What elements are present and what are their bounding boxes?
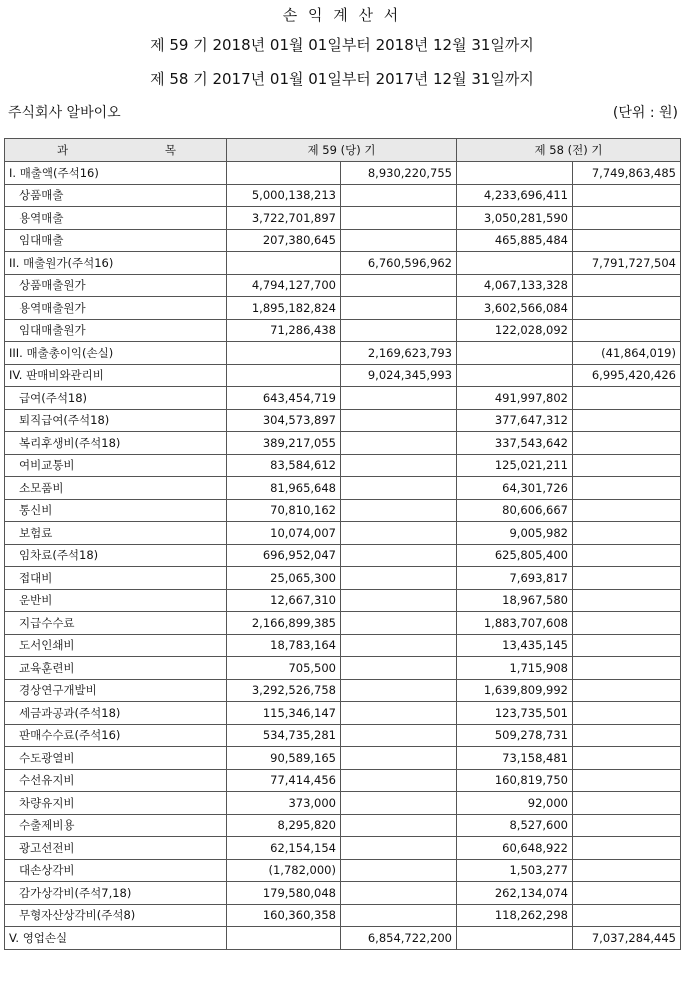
current-detail-amount: 115,346,147: [227, 702, 341, 725]
account-label: 용역매출원가: [5, 297, 227, 320]
current-detail-amount: 373,000: [227, 792, 341, 815]
prior-detail-amount: 509,278,731: [457, 724, 573, 747]
prior-total-amount: [573, 184, 681, 207]
account-label: 임대매출원가: [5, 319, 227, 342]
prior-detail-amount: 1,715,908: [457, 657, 573, 680]
account-label: 차량유지비: [5, 792, 227, 815]
current-total-amount: [341, 454, 457, 477]
current-detail-amount: 77,414,456: [227, 769, 341, 792]
account-label: III. 매출총이익(손실): [5, 342, 227, 365]
prior-detail-amount: 92,000: [457, 792, 573, 815]
prior-detail-amount: 125,021,211: [457, 454, 573, 477]
table-row: [5, 499, 681, 522]
current-detail-amount: 4,794,127,700: [227, 274, 341, 297]
current-detail-amount: 18,783,164: [227, 634, 341, 657]
account-label: 상품매출: [5, 184, 227, 207]
prior-total-amount: [573, 792, 681, 815]
prior-detail-amount: 8,527,600: [457, 814, 573, 837]
current-detail-amount: 70,810,162: [227, 499, 341, 522]
current-total-amount: [341, 274, 457, 297]
period-prior: 제 58 기 2017년 01월 01일부터 2017년 12월 31일까지: [150, 70, 534, 88]
prior-total-amount: [573, 297, 681, 320]
account-label: 여비교통비: [5, 454, 227, 477]
current-detail-amount: [227, 342, 341, 365]
table-row: [5, 702, 681, 725]
account-label: 무형자산상각비(주석8): [5, 904, 227, 927]
prior-total-amount: [573, 702, 681, 725]
account-label: 수출제비용: [5, 814, 227, 837]
current-detail-amount: 1,895,182,824: [227, 297, 341, 320]
prior-total-amount: [573, 477, 681, 500]
prior-detail-amount: [457, 252, 573, 275]
prior-total-amount: [573, 544, 681, 567]
table-row: [5, 229, 681, 252]
prior-total-amount: [573, 522, 681, 545]
table-row: [5, 814, 681, 837]
current-total-amount: [341, 477, 457, 500]
prior-total-amount: [573, 612, 681, 635]
account-label: 수도광열비: [5, 747, 227, 770]
account-label: 수선유지비: [5, 769, 227, 792]
current-total-amount: [341, 724, 457, 747]
prior-total-amount: [573, 859, 681, 882]
current-detail-amount: 83,584,612: [227, 454, 341, 477]
prior-total-amount: [573, 679, 681, 702]
prior-total-amount: [573, 747, 681, 770]
current-detail-amount: 5,000,138,213: [227, 184, 341, 207]
account-label: 접대비: [5, 567, 227, 590]
period-current: 제 59 기 2018년 01월 01일부터 2018년 12월 31일까지: [150, 36, 534, 54]
current-detail-amount: 8,295,820: [227, 814, 341, 837]
prior-detail-amount: 80,606,667: [457, 499, 573, 522]
current-detail-amount: 71,286,438: [227, 319, 341, 342]
account-label: 도서인쇄비: [5, 634, 227, 657]
unit-label: (단위 : 원): [612, 105, 678, 121]
table-body: [5, 162, 681, 950]
prior-total-amount: [573, 274, 681, 297]
header-prior-period: 제 58 (전) 기: [457, 139, 681, 162]
table-row: [5, 207, 681, 230]
current-detail-amount: 179,580,048: [227, 882, 341, 905]
prior-detail-amount: 1,639,809,992: [457, 679, 573, 702]
current-total-amount: [341, 837, 457, 860]
prior-total-amount: [573, 387, 681, 410]
table-row: [5, 274, 681, 297]
current-total-amount: [341, 904, 457, 927]
prior-total-amount: [573, 769, 681, 792]
prior-detail-amount: 118,262,298: [457, 904, 573, 927]
current-total-amount: [341, 657, 457, 680]
current-total-amount: [341, 792, 457, 815]
current-total-amount: 9,024,345,993: [341, 364, 457, 387]
table-row: [5, 837, 681, 860]
current-total-amount: [341, 882, 457, 905]
account-label: 퇴직급여(주석18): [5, 409, 227, 432]
account-label: II. 매출원가(주석16): [5, 252, 227, 275]
table-row: [5, 567, 681, 590]
prior-total-amount: [573, 207, 681, 230]
current-detail-amount: 2,166,899,385: [227, 612, 341, 635]
account-label: IV. 판매비와관리비: [5, 364, 227, 387]
current-total-amount: 2,169,623,793: [341, 342, 457, 365]
table-row: [5, 859, 681, 882]
prior-detail-amount: [457, 364, 573, 387]
current-detail-amount: 81,965,648: [227, 477, 341, 500]
prior-detail-amount: 1,883,707,608: [457, 612, 573, 635]
current-detail-amount: 389,217,055: [227, 432, 341, 455]
company-name: 주식회사 알바이오: [8, 105, 121, 121]
account-label: 상품매출원가: [5, 274, 227, 297]
table-row: [5, 432, 681, 455]
prior-detail-amount: 625,805,400: [457, 544, 573, 567]
table-row: [5, 792, 681, 815]
account-label: 감가상각비(주석7,18): [5, 882, 227, 905]
prior-total-amount: [573, 589, 681, 612]
prior-total-amount: [573, 724, 681, 747]
prior-detail-amount: 18,967,580: [457, 589, 573, 612]
account-label: 세금과공과(주석18): [5, 702, 227, 725]
account-label: 광고선전비: [5, 837, 227, 860]
prior-total-amount: (41,864,019): [573, 342, 681, 365]
prior-detail-amount: 60,648,922: [457, 837, 573, 860]
current-detail-amount: 3,292,526,758: [227, 679, 341, 702]
account-label: 운반비: [5, 589, 227, 612]
prior-detail-amount: 3,050,281,590: [457, 207, 573, 230]
current-detail-amount: 696,952,047: [227, 544, 341, 567]
current-detail-amount: (1,782,000): [227, 859, 341, 882]
account-label: 소모품비: [5, 477, 227, 500]
prior-detail-amount: 9,005,982: [457, 522, 573, 545]
table-row: [5, 882, 681, 905]
table-row: [5, 679, 681, 702]
current-total-amount: [341, 319, 457, 342]
prior-detail-amount: 7,693,817: [457, 567, 573, 590]
current-total-amount: [341, 859, 457, 882]
prior-total-amount: [573, 634, 681, 657]
prior-detail-amount: 4,233,696,411: [457, 184, 573, 207]
header-account-right: 목: [164, 143, 176, 157]
prior-total-amount: [573, 657, 681, 680]
table-row: [5, 387, 681, 410]
prior-total-amount: [573, 454, 681, 477]
table-row: [5, 162, 681, 185]
prior-detail-amount: 160,819,750: [457, 769, 573, 792]
prior-detail-amount: 13,435,145: [457, 634, 573, 657]
header-current-period: 제 59 (당) 기: [227, 139, 457, 162]
prior-total-amount: [573, 814, 681, 837]
prior-detail-amount: 262,134,074: [457, 882, 573, 905]
current-total-amount: 6,854,722,200: [341, 927, 457, 950]
table-row: [5, 454, 681, 477]
current-total-amount: [341, 522, 457, 545]
account-label: 대손상각비: [5, 859, 227, 882]
current-total-amount: 8,930,220,755: [341, 162, 457, 185]
prior-total-amount: [573, 567, 681, 590]
current-detail-amount: 534,735,281: [227, 724, 341, 747]
current-total-amount: [341, 589, 457, 612]
account-label: 통신비: [5, 499, 227, 522]
statement-title: 손 익 계 산 서: [282, 6, 402, 24]
prior-detail-amount: 122,028,092: [457, 319, 573, 342]
current-total-amount: [341, 409, 457, 432]
prior-total-amount: [573, 882, 681, 905]
prior-total-amount: 7,749,863,485: [573, 162, 681, 185]
prior-total-amount: [573, 229, 681, 252]
current-total-amount: [341, 702, 457, 725]
account-label: 용역매출: [5, 207, 227, 230]
prior-total-amount: 7,791,727,504: [573, 252, 681, 275]
current-total-amount: [341, 184, 457, 207]
current-total-amount: [341, 612, 457, 635]
current-detail-amount: 25,065,300: [227, 567, 341, 590]
table-row: [5, 319, 681, 342]
table-row: [5, 589, 681, 612]
current-detail-amount: [227, 927, 341, 950]
income-statement-table: [4, 138, 681, 950]
table-row: [5, 927, 681, 950]
current-detail-amount: [227, 364, 341, 387]
prior-total-amount: [573, 904, 681, 927]
prior-detail-amount: [457, 927, 573, 950]
current-detail-amount: 643,454,719: [227, 387, 341, 410]
current-detail-amount: 304,573,897: [227, 409, 341, 432]
table-row: [5, 297, 681, 320]
prior-detail-amount: 64,301,726: [457, 477, 573, 500]
table-row: [5, 522, 681, 545]
table-row: [5, 364, 681, 387]
current-detail-amount: 705,500: [227, 657, 341, 680]
table-row: [5, 769, 681, 792]
current-total-amount: 6,760,596,962: [341, 252, 457, 275]
prior-detail-amount: 337,543,642: [457, 432, 573, 455]
prior-total-amount: [573, 837, 681, 860]
current-total-amount: [341, 544, 457, 567]
current-detail-amount: [227, 252, 341, 275]
account-label: 임대매출: [5, 229, 227, 252]
prior-detail-amount: 4,067,133,328: [457, 274, 573, 297]
table-row: [5, 252, 681, 275]
prior-detail-amount: 123,735,501: [457, 702, 573, 725]
table-row: [5, 612, 681, 635]
table-row: [5, 477, 681, 500]
current-total-amount: [341, 814, 457, 837]
current-total-amount: [341, 297, 457, 320]
prior-total-amount: [573, 432, 681, 455]
current-total-amount: [341, 207, 457, 230]
prior-total-amount: [573, 499, 681, 522]
current-detail-amount: 207,380,645: [227, 229, 341, 252]
table-row: [5, 184, 681, 207]
table-row: [5, 657, 681, 680]
current-total-amount: [341, 387, 457, 410]
account-label: 보험료: [5, 522, 227, 545]
table-row: [5, 544, 681, 567]
current-total-amount: [341, 499, 457, 522]
table-row: [5, 724, 681, 747]
current-detail-amount: [227, 162, 341, 185]
current-total-amount: [341, 747, 457, 770]
prior-detail-amount: [457, 162, 573, 185]
current-total-amount: [341, 432, 457, 455]
prior-total-amount: 6,995,420,426: [573, 364, 681, 387]
prior-detail-amount: 73,158,481: [457, 747, 573, 770]
prior-detail-amount: 1,503,277: [457, 859, 573, 882]
current-detail-amount: 62,154,154: [227, 837, 341, 860]
account-label: I. 매출액(주석16): [5, 162, 227, 185]
account-label: V. 영업손실: [5, 927, 227, 950]
prior-detail-amount: [457, 342, 573, 365]
prior-detail-amount: 377,647,312: [457, 409, 573, 432]
header-account-left: 과: [57, 143, 69, 157]
current-detail-amount: 3,722,701,897: [227, 207, 341, 230]
current-total-amount: [341, 634, 457, 657]
current-total-amount: [341, 769, 457, 792]
current-detail-amount: 160,360,358: [227, 904, 341, 927]
account-label: 경상연구개발비: [5, 679, 227, 702]
account-label: 판매수수료(주석16): [5, 724, 227, 747]
current-total-amount: [341, 567, 457, 590]
account-label: 지급수수료: [5, 612, 227, 635]
table-header-row: [5, 139, 681, 162]
prior-detail-amount: 465,885,484: [457, 229, 573, 252]
current-detail-amount: 12,667,310: [227, 589, 341, 612]
account-label: 복리후생비(주석18): [5, 432, 227, 455]
table-row: [5, 634, 681, 657]
table-row: [5, 747, 681, 770]
table-row: [5, 904, 681, 927]
prior-total-amount: [573, 409, 681, 432]
account-label: 임차료(주석18): [5, 544, 227, 567]
account-label: 교육훈련비: [5, 657, 227, 680]
prior-total-amount: [573, 319, 681, 342]
table-row: [5, 409, 681, 432]
current-total-amount: [341, 229, 457, 252]
current-total-amount: [341, 679, 457, 702]
prior-detail-amount: 491,997,802: [457, 387, 573, 410]
prior-total-amount: 7,037,284,445: [573, 927, 681, 950]
account-label: 급여(주석18): [5, 387, 227, 410]
header-account: [5, 139, 227, 162]
current-detail-amount: 90,589,165: [227, 747, 341, 770]
current-detail-amount: 10,074,007: [227, 522, 341, 545]
prior-detail-amount: 3,602,566,084: [457, 297, 573, 320]
table-row: [5, 342, 681, 365]
